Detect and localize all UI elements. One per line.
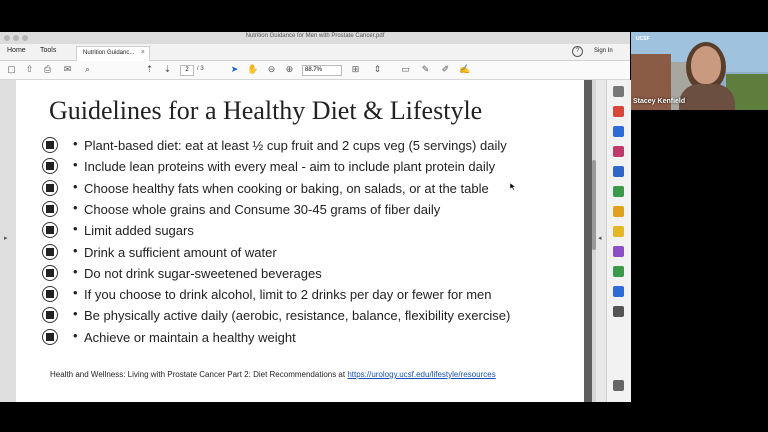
draw-icon[interactable]: ✐	[441, 64, 450, 74]
upload-icon[interactable]: ⇧	[25, 64, 34, 74]
bullet-item	[42, 201, 572, 221]
bullet-item	[42, 180, 572, 200]
sign-icon[interactable]: ✍	[459, 64, 471, 74]
scroll-mode-icon[interactable]: ⇕	[373, 64, 382, 74]
bullet-text: If you choose to drink alcohol, limit to 2 drinks per day or fewer for men	[84, 287, 492, 303]
bullet-dot: •	[73, 306, 78, 322]
bullet-text: Achieve or maintain a healthy weight	[84, 329, 296, 345]
search-icon[interactable]: ⌕	[84, 64, 91, 74]
select-tool-icon[interactable]: ➤	[230, 64, 239, 74]
bullet-item	[42, 137, 572, 157]
pdf-page	[16, 80, 584, 402]
comment-icon[interactable]: ▭	[401, 64, 410, 74]
mouse-cursor-icon	[510, 183, 518, 191]
bullet-item	[42, 222, 572, 242]
print-production-icon[interactable]	[613, 266, 624, 277]
edit-pdf-icon[interactable]	[613, 126, 624, 137]
bullet-text: Do not drink sugar-sweetened beverages	[84, 265, 322, 281]
create-pdf-icon[interactable]	[613, 146, 624, 157]
document-area	[16, 80, 596, 402]
water-bottle-icon	[42, 244, 58, 260]
document-tab-label: Nutrition Guidanc...	[83, 50, 135, 56]
menu-home[interactable]: Home	[7, 47, 26, 54]
sugar-icon	[42, 222, 58, 238]
search-tool-icon[interactable]	[613, 86, 624, 97]
bullet-item	[42, 158, 572, 178]
bullet-text: Choose whole grains and Consume 30-45 grams of fiber daily	[84, 201, 441, 217]
combine-files-icon[interactable]	[613, 166, 624, 177]
video-thumbnail	[631, 32, 768, 110]
request-signature-icon[interactable]	[613, 226, 624, 237]
fill-sign-icon[interactable]	[613, 246, 624, 257]
help-icon[interactable]: ?	[572, 46, 583, 57]
expand-left-panel-icon[interactable]: ▸	[4, 235, 8, 242]
bullet-dot: •	[73, 285, 78, 301]
hand-tool-icon[interactable]: ✋	[247, 64, 259, 74]
menu-tools[interactable]: Tools	[40, 47, 57, 54]
bullet-text: Limit added sugars	[84, 223, 194, 239]
organize-pages-icon[interactable]	[613, 186, 624, 197]
alcohol-icon	[42, 286, 58, 302]
sign-in-button[interactable]: Sign In	[594, 48, 613, 54]
menu-bar	[0, 44, 630, 61]
right-panel-gutter	[596, 80, 606, 402]
close-tab-icon[interactable]: ×	[140, 49, 145, 56]
ucsf-logo: UCSF	[636, 36, 650, 42]
bullet-text: Drink a sufficient amount of water	[84, 244, 277, 260]
next-page-icon[interactable]: ⇣	[163, 64, 172, 74]
protect-icon[interactable]	[613, 286, 624, 297]
left-panel-collapsed	[0, 80, 16, 402]
previous-page-icon[interactable]: ⇡	[145, 64, 154, 74]
slide-title: Guidelines for a Healthy Diet & Lifestyle	[49, 96, 483, 125]
zoom-level-select[interactable]: 88.7%	[302, 65, 342, 76]
participant-face	[691, 46, 721, 84]
bullet-item	[42, 265, 572, 285]
bullet-dot: •	[73, 157, 78, 173]
broccoli-icon	[42, 137, 58, 153]
bullet-text: Include lean proteins with every meal - aim to include plant protein daily	[84, 159, 496, 175]
no-soda-icon	[42, 265, 58, 281]
highlight-pen-icon[interactable]: ✎	[421, 64, 430, 74]
bullet-text: Choose healthy fats when cooking or baking, on salads, or at the table	[84, 180, 489, 196]
toolbar	[0, 61, 630, 80]
zoom-in-icon[interactable]: ⊕	[285, 64, 294, 74]
bullet-dot: •	[73, 136, 78, 151]
bullet-text: Be physically active daily (aerobic, resistance, balance, flexibility exercise)	[84, 308, 511, 324]
slide-footer	[50, 370, 496, 379]
page-total: / 3	[197, 66, 204, 72]
document-tab[interactable]	[76, 46, 150, 61]
bullet-dot: •	[73, 327, 78, 343]
bullet-text: Plant-based diet: eat at least ½ cup fruit and 2 cups veg (5 servings) daily	[84, 138, 507, 153]
grain-icon	[42, 201, 58, 217]
exercise-icon	[42, 307, 58, 323]
email-icon[interactable]: ✉	[63, 64, 72, 74]
footer-text: Health and Wellness: Living with Prostate Cancer Part 2: Diet Recommendations at	[50, 370, 348, 379]
bullet-item	[42, 329, 572, 349]
export-pdf-icon[interactable]	[613, 106, 624, 117]
comment-tool-icon[interactable]	[613, 206, 624, 217]
tools-pane	[606, 80, 631, 402]
bullet-item	[42, 307, 572, 327]
participant-name: Stacey Kenfield	[633, 98, 686, 105]
page-number-input[interactable]: 2	[180, 65, 194, 76]
save-icon[interactable]: ▢	[7, 64, 16, 74]
bullet-dot: •	[73, 242, 78, 258]
bullet-item	[42, 286, 572, 306]
print-icon[interactable]: ⎙	[43, 64, 52, 74]
fit-page-icon[interactable]: ⊞	[351, 64, 360, 74]
bullet-dot: •	[73, 199, 78, 215]
collapse-tools-icon[interactable]	[613, 380, 624, 391]
oil-icon	[42, 180, 58, 196]
more-tools-icon[interactable]	[613, 306, 624, 317]
bullet-dot: •	[73, 178, 78, 194]
footer-link[interactable]: https://urology.ucsf.edu/lifestyle/resources	[347, 370, 496, 379]
bullet-item	[42, 244, 572, 264]
bullet-dot: •	[73, 263, 78, 279]
scale-icon	[42, 329, 58, 345]
bullet-dot: •	[73, 221, 78, 237]
zoom-out-icon[interactable]: ⊖	[267, 64, 276, 74]
participant-body	[679, 84, 735, 110]
title-bar	[0, 32, 630, 44]
window-title: Nutrition Guidance for Men with Prostate Cancer.pdf	[245, 33, 385, 39]
fish-icon	[42, 158, 58, 174]
pdf-viewer-window	[0, 32, 630, 402]
collapse-right-panel-icon[interactable]: ◂	[598, 235, 602, 242]
